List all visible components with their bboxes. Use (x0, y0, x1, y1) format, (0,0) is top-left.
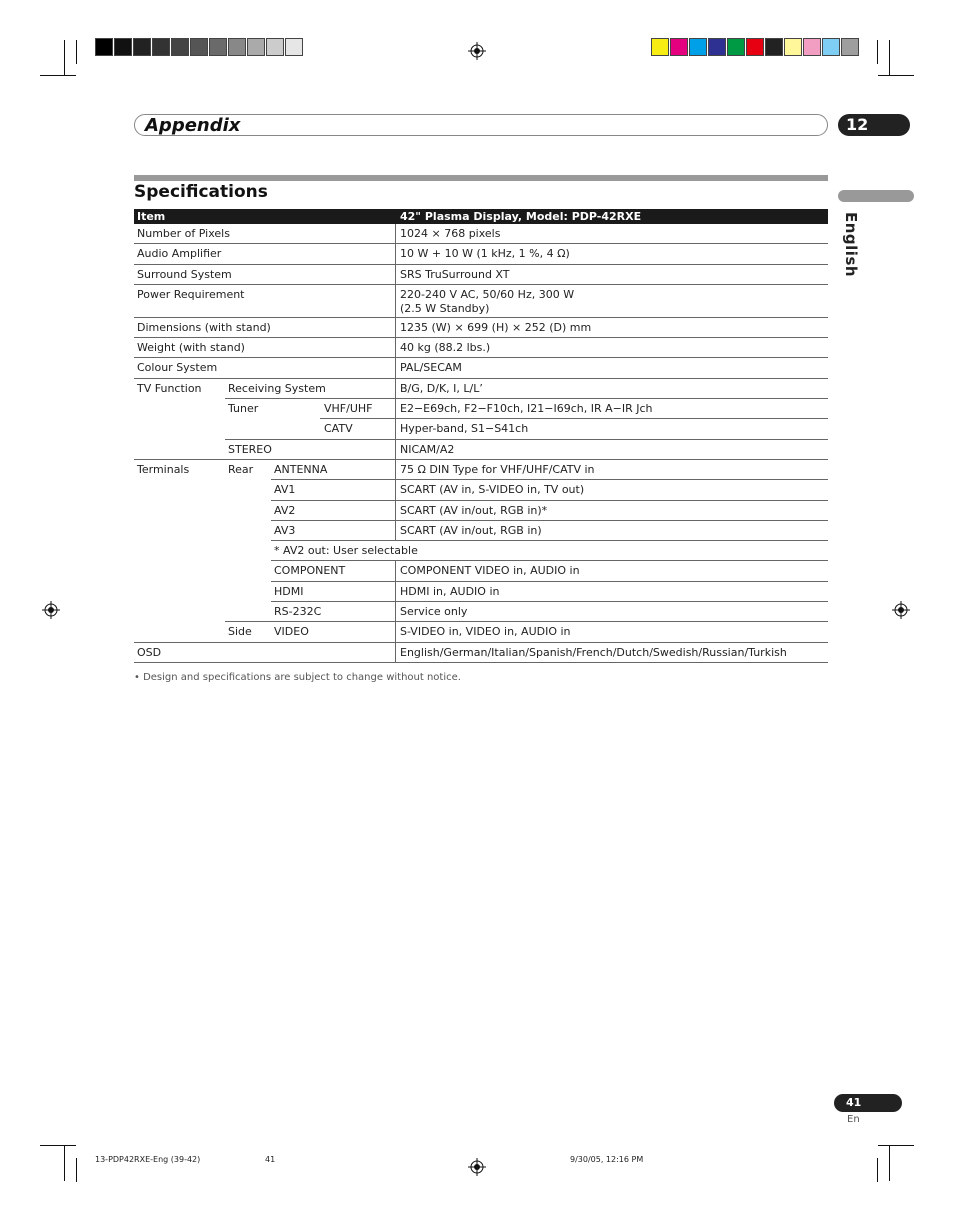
language-tab (838, 190, 914, 202)
spec-label: Power Requirement (137, 287, 245, 301)
column-divider (395, 501, 396, 521)
column-divider (395, 318, 396, 338)
column-divider (395, 440, 396, 460)
color-swatch (651, 38, 669, 56)
table-row (134, 399, 828, 419)
chapter-title: Appendix (145, 115, 241, 136)
column-divider (395, 521, 396, 541)
spec-value (400, 227, 500, 241)
language-label: English (842, 212, 860, 278)
color-swatch (689, 38, 707, 56)
column-divider (395, 358, 396, 378)
spec-value (400, 382, 483, 396)
column-divider (395, 285, 396, 318)
table-row (134, 338, 828, 358)
spec-label: TV Function (137, 381, 202, 395)
table-row (134, 460, 828, 480)
gray-swatch (285, 38, 303, 56)
column-divider (395, 460, 396, 480)
color-swatch (765, 38, 783, 56)
spec-sublabel: Receiving System (228, 381, 326, 395)
spec-value-line: 10 W + 10 W (1 kHz, 1 %, 4 Ω) (400, 247, 570, 261)
spec-value-line: HDMI in, AUDIO in (400, 584, 500, 598)
spec-label: Weight (with stand) (137, 341, 245, 355)
spec-value (400, 625, 571, 639)
table-row (134, 582, 828, 602)
color-swatch (727, 38, 745, 56)
spec-subitem: VHF/UHF (324, 402, 373, 416)
spec-sublabel: Rear (228, 462, 254, 476)
table-row (134, 440, 828, 460)
table-row (134, 643, 828, 663)
spec-subitem: RS-232C (274, 605, 322, 619)
spec-value-line: COMPONENT VIDEO in, AUDIO in (400, 564, 580, 578)
spec-value (400, 504, 547, 518)
gray-swatch-strip (95, 38, 304, 58)
spec-value-line: B/G, D/K, I, L/L’ (400, 381, 483, 395)
page-number-badge: 41 (834, 1094, 902, 1112)
spec-value-line: 1024 × 768 pixels (400, 227, 501, 240)
table-row (134, 602, 828, 622)
column-divider (395, 338, 396, 358)
spec-subitem: AV2 (274, 503, 296, 517)
gray-swatch (171, 38, 189, 56)
color-swatch-strip (651, 38, 860, 58)
spec-value (400, 402, 653, 416)
column-divider (395, 643, 396, 663)
spec-value-line: 220-240 V AC, 50/60 Hz, 300 W (400, 287, 575, 301)
spec-label: Dimensions (with stand) (137, 320, 271, 334)
table-row (134, 379, 828, 399)
column-divider (395, 480, 396, 500)
column-divider (395, 622, 396, 642)
table-row (134, 265, 828, 285)
color-swatch (822, 38, 840, 56)
spec-value (400, 288, 574, 316)
spec-value-line: S-VIDEO in, VIDEO in, AUDIO in (400, 625, 571, 639)
gray-swatch (209, 38, 227, 56)
table-row (134, 622, 828, 642)
table-row (134, 244, 828, 264)
spec-value (400, 646, 787, 660)
column-divider (395, 561, 396, 581)
table-row (134, 358, 828, 378)
spec-value (400, 422, 528, 436)
color-swatch (708, 38, 726, 56)
column-divider (395, 419, 396, 439)
spec-subitem: COMPONENT (274, 564, 346, 578)
page-language: En (847, 1114, 860, 1125)
spec-value-line: Hyper-band, S1−S41ch (400, 422, 529, 436)
registration-mark-icon (468, 42, 486, 60)
spec-value-line: Service only (400, 605, 468, 619)
registration-mark-icon (468, 1158, 486, 1176)
spec-sublabel: STEREO (228, 442, 272, 456)
spec-label: OSD (137, 645, 162, 659)
gray-swatch (266, 38, 284, 56)
spec-subitem: AV1 (274, 483, 296, 497)
registration-mark-icon (42, 601, 60, 619)
spec-subitem: ANTENNA (274, 462, 328, 476)
color-swatch (841, 38, 859, 56)
spec-value-line: SCART (AV in/out, RGB in) (400, 523, 542, 537)
spec-value (400, 585, 499, 599)
spec-sublabel: Side (228, 625, 252, 639)
color-swatch (670, 38, 688, 56)
spec-value (400, 564, 580, 578)
header-item-label: Item (137, 210, 166, 223)
spec-label: Audio Amplifier (137, 247, 222, 261)
table-row (134, 318, 828, 338)
color-swatch (803, 38, 821, 56)
column-divider (395, 602, 396, 622)
table-row (134, 541, 828, 561)
spec-value-line: (2.5 W Standby) (400, 301, 490, 315)
color-swatch (784, 38, 802, 56)
spec-value-line: SRS TruSurround XT (400, 267, 510, 281)
gray-swatch (133, 38, 151, 56)
slug-file-name: 13-PDP42RXE-Eng (39-42) (95, 1155, 201, 1164)
column-divider (395, 224, 396, 244)
spec-subitem: HDMI (274, 584, 304, 598)
column-divider (395, 582, 396, 602)
spec-subitem: * AV2 out: User selectable (274, 544, 418, 558)
table-row (134, 224, 828, 244)
table-row (134, 480, 828, 500)
disclaimer-note: • Design and specifications are subject to change without notice. (134, 672, 461, 683)
gray-swatch (95, 38, 113, 56)
column-divider (395, 399, 396, 419)
table-row (134, 501, 828, 521)
column-divider (395, 265, 396, 285)
header-model-label: 42" Plasma Display, Model: PDP-42RXE (400, 210, 642, 223)
spec-value (400, 361, 462, 375)
spec-value (400, 321, 591, 335)
slug-date: 9/30/05, 12:16 PM (570, 1155, 644, 1164)
gray-swatch (152, 38, 170, 56)
gray-swatch (190, 38, 208, 56)
spec-value (400, 463, 595, 477)
spec-sublabel: Tuner (228, 402, 259, 416)
chapter-number-badge: 12 (838, 114, 910, 136)
slug-page-number: 41 (265, 1155, 276, 1164)
spec-value (400, 524, 542, 538)
spec-label: Colour System (137, 361, 218, 375)
spec-value-line: 75 Ω DIN Type for VHF/UHF/CATV in (400, 462, 595, 476)
spec-value (400, 247, 570, 261)
spec-value-line: 1235 (W) × 699 (H) × 252 (D) mm (400, 320, 592, 334)
spec-value (400, 341, 490, 355)
table-row (134, 561, 828, 581)
section-rule (134, 175, 828, 181)
spec-value (400, 483, 584, 497)
spec-subitem: AV3 (274, 523, 296, 537)
spec-label: Number of Pixels (137, 227, 230, 240)
spec-value (400, 268, 509, 282)
table-row (134, 419, 828, 439)
spec-value (400, 605, 467, 619)
spec-value-line: E2−E69ch, F2−F10ch, I21−I69ch, IR A−IR Jch (400, 402, 653, 416)
spec-label: Surround System (137, 267, 232, 281)
table-header-row (134, 209, 828, 224)
gray-swatch (228, 38, 246, 56)
registration-mark-icon (892, 601, 910, 619)
spec-subitem: CATV (324, 422, 353, 436)
column-divider (395, 379, 396, 399)
spec-label: Terminals (137, 462, 190, 476)
table-row (134, 521, 828, 541)
spec-value-line: 40 kg (88.2 lbs.) (400, 341, 491, 355)
spec-value (400, 443, 454, 457)
specifications-table (134, 209, 828, 663)
table-row (134, 285, 828, 318)
row-divider (134, 662, 828, 663)
gray-swatch (247, 38, 265, 56)
gray-swatch (114, 38, 132, 56)
spec-subitem: VIDEO (274, 625, 309, 639)
section-title: Specifications (134, 182, 268, 202)
spec-value-line: NICAM/A2 (400, 442, 455, 456)
spec-value-line: SCART (AV in, S-VIDEO in, TV out) (400, 483, 585, 497)
column-divider (395, 244, 396, 264)
spec-value-line: SCART (AV in/out, RGB in)* (400, 503, 548, 517)
color-swatch (746, 38, 764, 56)
chapter-header-bar (134, 114, 828, 136)
spec-value-line: English/German/Italian/Spanish/French/Dutch/Swedish/Russian/Turkish (400, 645, 787, 659)
spec-value-line: PAL/SECAM (400, 361, 462, 375)
